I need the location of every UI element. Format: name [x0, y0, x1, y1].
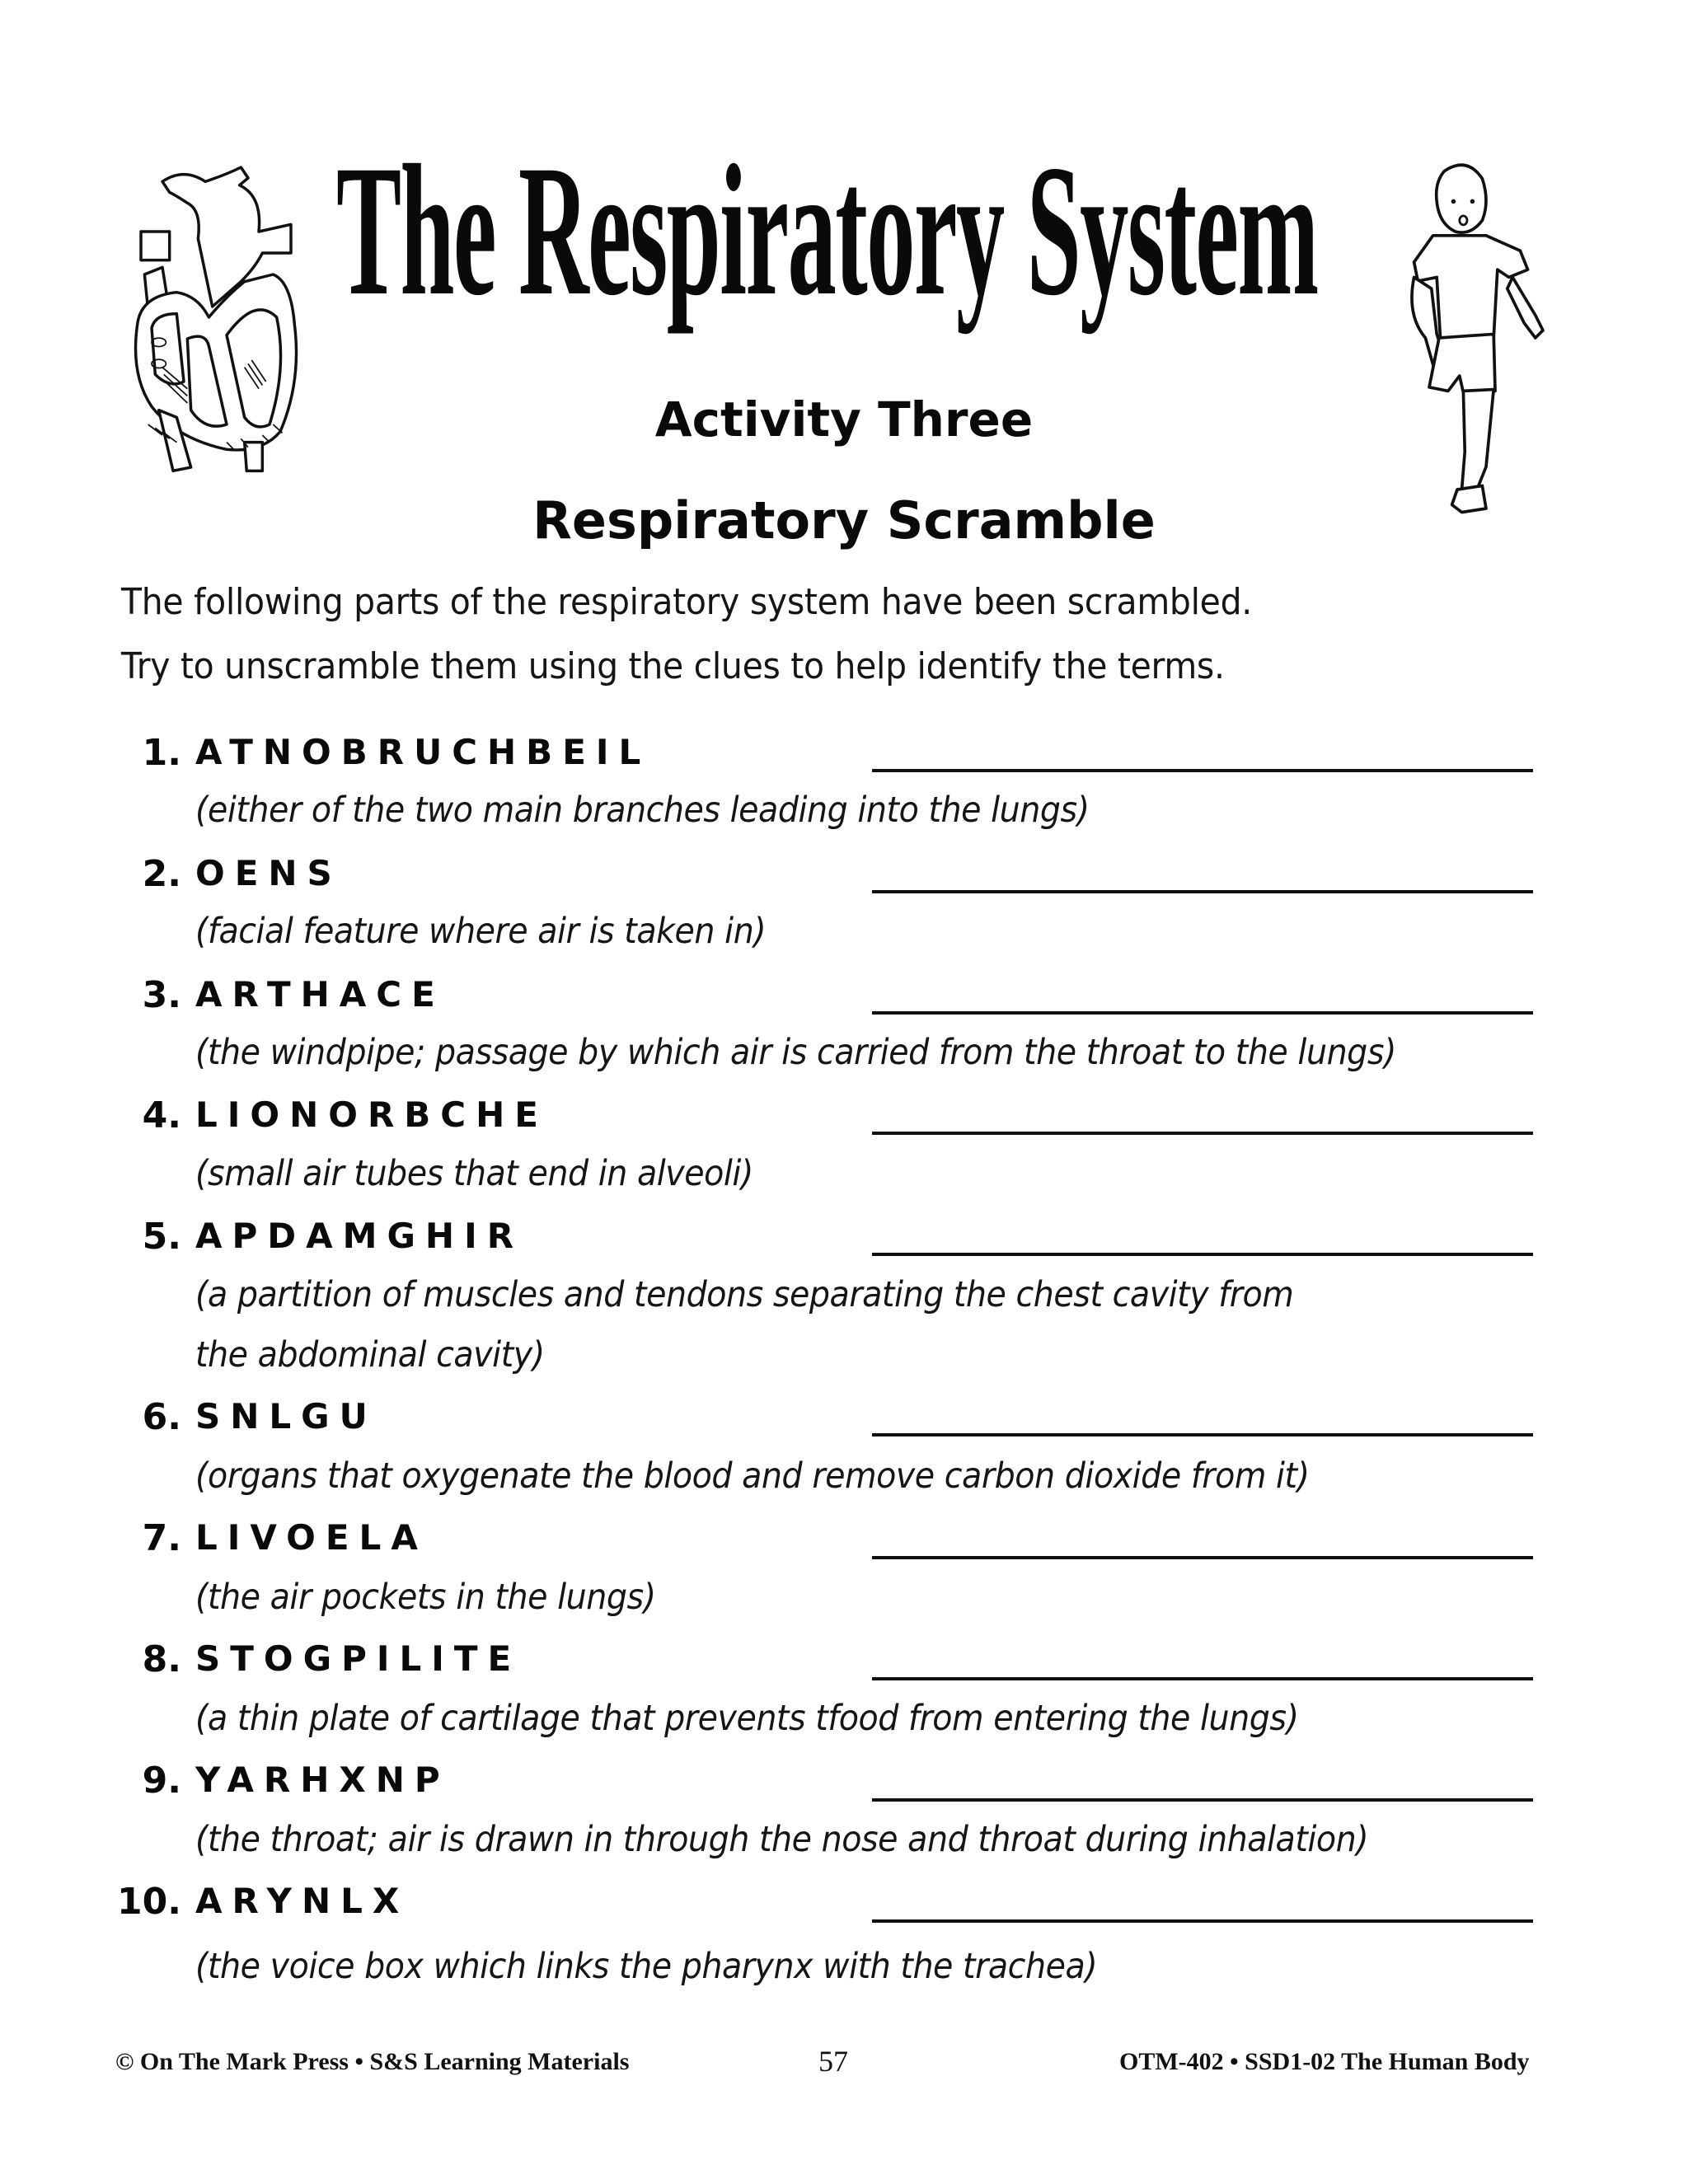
scrambled-term: YARHXNP [195, 1760, 450, 1800]
answer-line-7[interactable] [872, 1556, 1533, 1559]
scrambled-term: ATNOBRUCHBEIL [195, 732, 651, 772]
clue-text: (organs that oxygenate the blood and remove carbon dioxide from it) [195, 1455, 1310, 1497]
scrambled-term: OENS [195, 853, 342, 893]
intro-line-1: The following parts of the respiratory system have been scrambled. [121, 581, 1253, 623]
answer-line-2[interactable] [872, 890, 1533, 893]
answer-line-8[interactable] [872, 1677, 1533, 1680]
scrambled-term: APDAMGHIR [195, 1216, 524, 1256]
item-number: 2. [142, 853, 181, 895]
item-number: 5. [142, 1216, 181, 1258]
scrambled-term: STOGPILITE [195, 1638, 522, 1679]
answer-line-10[interactable] [872, 1919, 1533, 1923]
activity-heading [0, 391, 1688, 448]
item-number: 6. [142, 1396, 181, 1438]
scrambled-term: SNLGU [195, 1396, 377, 1436]
activity-label: Activity Three [654, 391, 1034, 448]
clue-text: (either of the two main branches leading into the lungs) [195, 790, 1090, 831]
clue-text: (facial feature where air is taken in) [195, 911, 767, 952]
clue-text: (a partition of muscles and tendons separating the chest cavity from [195, 1274, 1294, 1315]
answer-line-6[interactable] [872, 1433, 1533, 1436]
clue-text: (the windpipe; passage by which air is carried from the throat to the lungs) [195, 1032, 1396, 1073]
item-number: 8. [142, 1638, 181, 1680]
item-number: 7. [142, 1517, 181, 1559]
item-number: 9. [142, 1760, 181, 1802]
item-number: 1. [142, 732, 181, 774]
item-number: 3. [142, 974, 181, 1016]
clue-text: (the throat; air is drawn in through the nose and throat during inhalation) [195, 1819, 1369, 1860]
answer-line-4[interactable] [872, 1132, 1533, 1135]
clue-text: (small air tubes that end in alveoli) [195, 1153, 753, 1194]
page-number: 57 [818, 2045, 848, 2078]
answer-line-5[interactable] [872, 1253, 1533, 1256]
scrambled-term: LIVOELA [195, 1517, 428, 1558]
answer-line-1[interactable] [872, 769, 1533, 772]
footer-copyright: © On The Mark Press • S&S Learning Materials [115, 2048, 630, 2075]
clue-text: (a thin plate of cartilage that prevents tfood from entering the lungs) [195, 1698, 1299, 1739]
running-boy-illustration [1372, 140, 1562, 536]
clue-text: (the air pockets in the lungs) [195, 1577, 656, 1618]
answer-line-9[interactable] [872, 1798, 1533, 1802]
item-number: 4. [142, 1094, 181, 1137]
scrambled-term: LIONORBCHE [195, 1094, 548, 1135]
activity-subtitle [0, 490, 1688, 551]
clue-text: (the voice box which links the pharynx with the trachea) [195, 1946, 1098, 1987]
page-title-wrap [336, 124, 1383, 335]
footer-product-code: OTM-402 • SSD1-02 The Human Body [1119, 2048, 1530, 2075]
page-title: The Respiratory System [336, 127, 1318, 335]
subtitle-label: Respiratory Scramble [532, 490, 1156, 551]
scrambled-term: ARYNLX [195, 1881, 410, 1921]
clue-text-continued: the abdominal cavity) [195, 1334, 545, 1376]
item-number: 10. [117, 1881, 181, 1923]
scrambled-term: ARTHACE [195, 974, 445, 1015]
answer-line-3[interactable] [872, 1011, 1533, 1015]
intro-line-2: Try to unscramble them using the clues to help identify the terms. [121, 645, 1225, 687]
